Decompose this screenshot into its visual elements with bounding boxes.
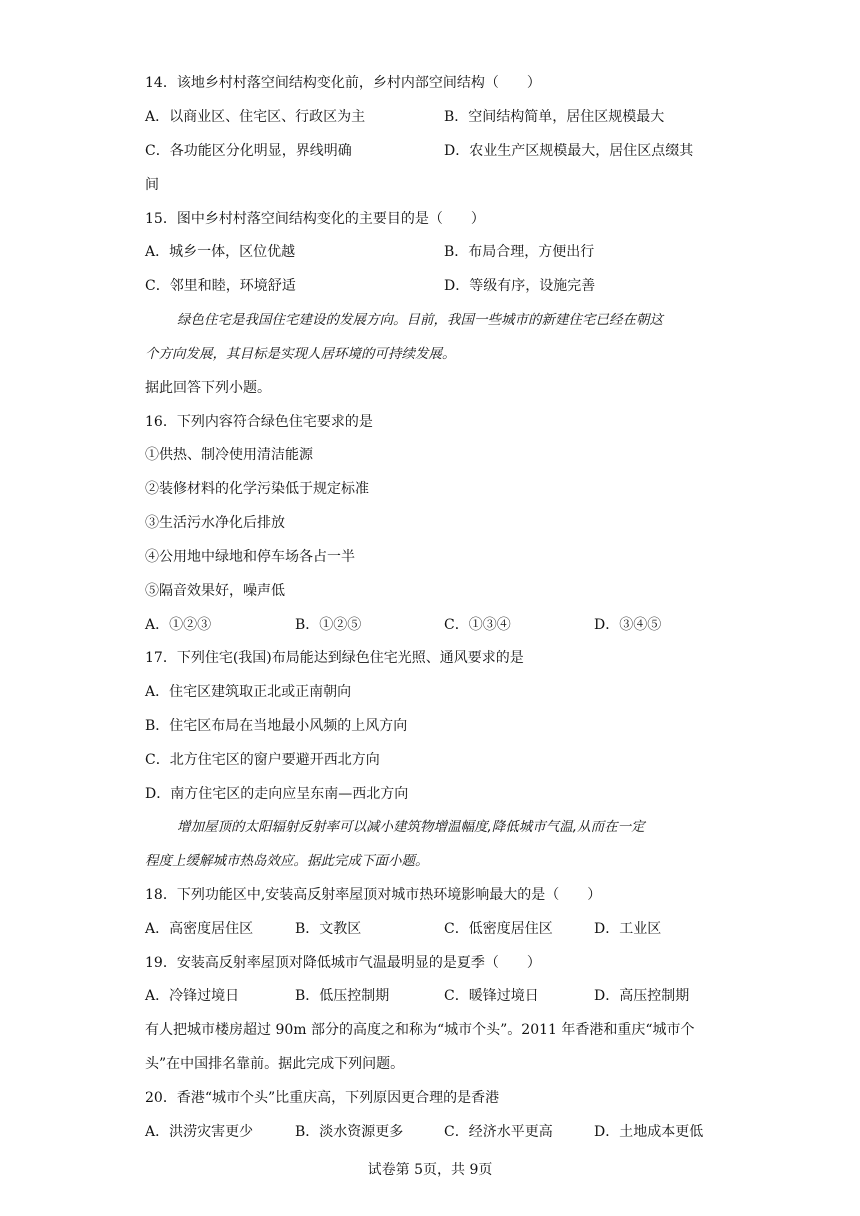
q19-option-b: B．低压控制期 [295, 988, 390, 1004]
q18-option-c: C．低密度居住区 [444, 921, 553, 937]
q14-option-b: B．空间结构简单，居住区规模最大 [444, 109, 665, 125]
passage3-line2: 头”在中国排名靠前。据此完成下列问题。 [145, 1056, 405, 1072]
q16-option-c: C．①③④ [444, 617, 511, 633]
q14-option-d-continued: 间 [145, 177, 159, 193]
q16-option-a: A．①②③ [145, 617, 212, 633]
q17-option-d: D．南方住宅区的走向应呈东南—西北方向 [145, 786, 409, 802]
q19-option-c: C．暖锋过境日 [444, 988, 539, 1004]
q17-option-a: A．住宅区建筑取正北或正南朝向 [145, 684, 352, 700]
q16-item: ②装修材料的化学污染低于规定标准 [145, 481, 369, 497]
q17-option-c: C．北方住宅区的窗户要避开西北方向 [145, 752, 380, 768]
q16-item: ①供热、制冷使用清洁能源 [145, 447, 313, 463]
passage1-line1: 绿色住宅是我国住宅建设的发展方向。目前，我国一些城市的新建住宅已经在朝这 [177, 312, 663, 328]
q16-option-d: D．③④⑤ [594, 617, 662, 633]
passage1-line2: 个方向发展，其目标是实现人居环境的可持续发展。 [145, 346, 456, 362]
passage1-line3: 据此回答下列小题。 [145, 380, 271, 396]
q16-item: ⑤隔音效果好，噪声低 [145, 583, 285, 599]
q15-stem: 15．图中乡村村落空间结构变化的主要目的是（ ） [145, 211, 485, 227]
q19-option-a: A．冷锋过境日 [145, 988, 240, 1004]
q14-option-c: C．各功能区分化明显，界线明确 [145, 143, 352, 159]
q18-option-b: B．文教区 [295, 921, 362, 937]
q17-stem: 17．下列住宅(我国)布局能达到绿色住宅光照、通风要求的是 [145, 650, 524, 666]
q20-option-c: C．经济水平更高 [444, 1124, 553, 1140]
q18-stem: 18．下列功能区中,安装高反射率屋顶对城市热环境影响最大的是（ ） [145, 887, 602, 903]
q18-option-a: A．高密度居住区 [145, 921, 254, 937]
q19-option-d: D．高压控制期 [594, 988, 690, 1004]
q19-stem: 19．安装高反射率屋顶对降低城市气温最明显的是夏季（ ） [145, 955, 541, 971]
q16-item: ③生活污水净化后排放 [145, 515, 285, 531]
q15-option-c: C．邻里和睦，环境舒适 [145, 278, 296, 294]
q20-option-b: B．淡水资源更多 [295, 1124, 404, 1140]
page-footer: 试卷第 5页，共 9页 [367, 1162, 493, 1178]
passage2-line2: 程度上缓解城市热岛效应。据此完成下面小题。 [145, 853, 429, 869]
passage3-line1: 有人把城市楼房超过 90m 部分的高度之和称为“城市个头”。2011 年香港和重庆“城市个 [145, 1022, 695, 1038]
q20-stem: 20．香港“城市个头”比重庆高，下列原因更合理的是香港 [145, 1090, 500, 1106]
q15-option-a: A．城乡一体，区位优越 [145, 244, 296, 260]
q18-option-d: D．工业区 [594, 921, 662, 937]
q15-option-b: B．布局合理，方便出行 [444, 244, 595, 260]
q15-option-d: D．等级有序，设施完善 [444, 278, 596, 294]
q16-option-b: B．①②⑤ [295, 617, 362, 633]
q14-option-d: D．农业生产区规模最大，居住区点缀其 [444, 143, 694, 159]
q20-option-d: D．土地成本更低 [594, 1124, 704, 1140]
q14-stem: 14．该地乡村村落空间结构变化前，乡村内部空间结构（ ） [145, 75, 541, 91]
q14-option-a: A．以商业区、住宅区、行政区为主 [145, 109, 366, 125]
q20-option-a: A．洪涝灾害更少 [145, 1124, 254, 1140]
q16-item: ④公用地中绿地和停车场各占一半 [145, 549, 355, 565]
passage2-line1: 增加屋顶的太阳辐射反射率可以减小建筑物增温幅度,降低城市气温,从而在一定 [177, 819, 645, 835]
q17-option-b: B．住宅区布局在当地最小风频的上风方向 [145, 718, 408, 734]
q16-stem: 16．下列内容符合绿色住宅要求的是 [145, 414, 373, 430]
